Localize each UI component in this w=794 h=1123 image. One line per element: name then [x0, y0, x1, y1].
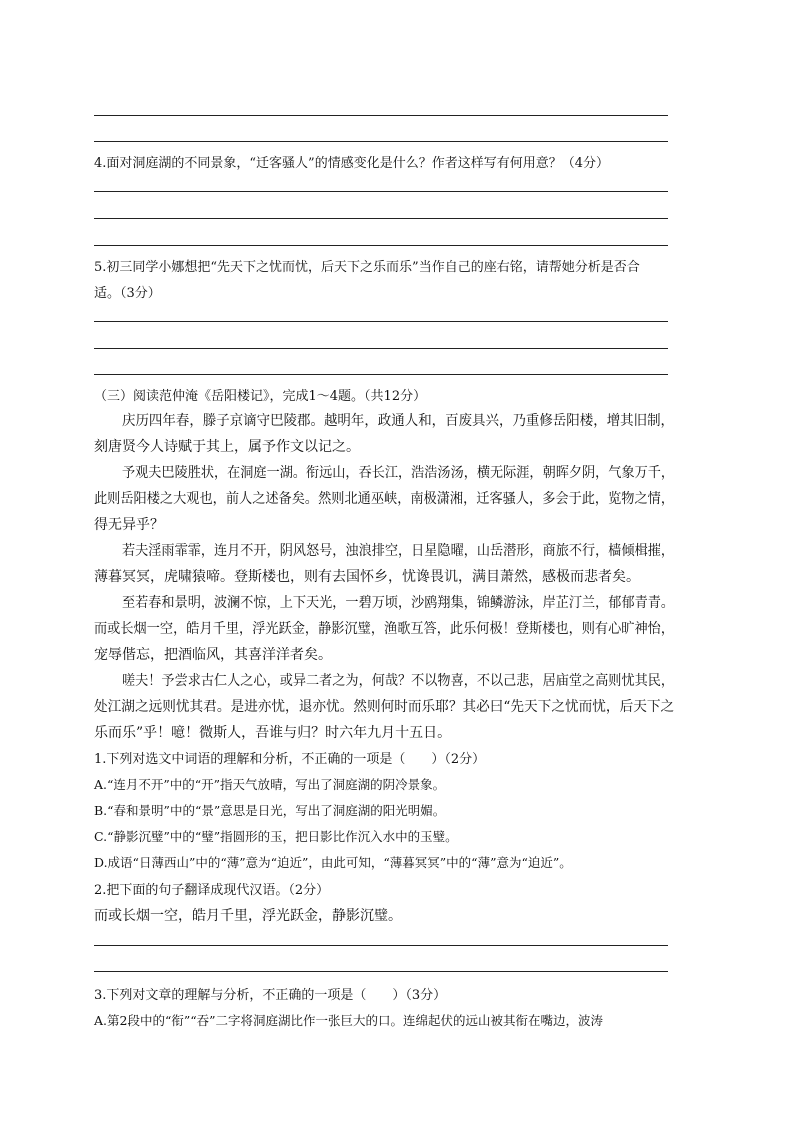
- question-1: 1.下列对选文中词语的理解和分析，不正确的一项是（ ）（2分）: [94, 752, 486, 767]
- answer-line[interactable]: [94, 348, 668, 349]
- option-a: A.“连月不开”中的“开”指天气放晴，写出了洞庭湖的阴冷景象。: [94, 777, 446, 792]
- answer-line[interactable]: [94, 141, 668, 142]
- passage-line: 嗟夫！予尝求古仁人之心，或异二者之为，何哉？不以物喜，不以己悲，居庙堂之高则忧其民，: [122, 673, 675, 689]
- answer-line[interactable]: [94, 321, 668, 322]
- passage-line: 此则岳阳楼之大观也，前人之述备矣。然则北通巫峡，南极潇湘，迁客骚人，多会于此，览物之情，: [94, 491, 675, 507]
- passage-line: 庆历四年春，滕子京谪守巴陵郡。越明年，政通人和，百废具兴，乃重修岳阳楼，增其旧制，: [122, 413, 675, 429]
- section-3-header: （三）阅读范仲淹《岳阳楼记》，完成1～4题。（共12分）: [94, 389, 427, 404]
- translate-sentence: 而或长烟一空，皓月千里，浮光跃金，静影沉璧。: [94, 908, 402, 924]
- passage-line: 处江湖之远则忧其君。是进亦忧，退亦忧。然则何时而乐耶？其必曰“先天下之忧而忧，后天下之: [94, 699, 675, 715]
- answer-line[interactable]: [94, 374, 668, 375]
- passage-line: 刻唐贤今人诗赋于其上，属予作文以记之。: [94, 439, 360, 455]
- passage-line: 得无异乎？: [94, 517, 164, 533]
- answer-line[interactable]: [94, 245, 668, 246]
- passage-line: 而或长烟一空，皓月千里，浮光跃金，静影沉璧，渔歌互答，此乐何极！登斯楼也，则有心旷神怡，: [94, 621, 675, 637]
- answer-line[interactable]: [94, 945, 668, 946]
- passage-line: 宠辱偕忘，把酒临风，其喜洋洋者矣。: [94, 647, 332, 663]
- question-2: 2.把下面的句子翻译成现代汉语。（2分）: [94, 883, 330, 898]
- answer-line[interactable]: [94, 191, 668, 192]
- option-d: D.成语“日薄西山”中的“薄”意为“迫近”，由此可知，“薄暮冥冥”中的“薄”意为“迫近”。: [94, 855, 572, 870]
- passage-line: 予观夫巴陵胜状，在洞庭一湖。衔远山，吞长江，浩浩汤汤，横无际涯，朝晖夕阴，气象万千，: [122, 465, 675, 481]
- question-5-line-1: 5.初三同学小娜想把“先天下之忧而忧，后天下之乐而乐”当作自己的座右铭，请帮她分析是否合: [94, 260, 640, 275]
- option-c: C.“静影沉璧”中的“璧”指圆形的玉，把日影比作沉入水中的玉璧。: [94, 829, 458, 844]
- passage-line: 薄暮冥冥，虎啸猿啼。登斯楼也，则有去国怀乡，忧谗畏讥，满目萧然，感极而悲者矣。: [94, 569, 640, 585]
- question-3: 3.下列对文章的理解与分析，不正确的一项是（ ）（3分）: [94, 988, 447, 1003]
- passage-line: 若夫淫雨霏霏，连月不开，阴风怒号，浊浪排空，日星隐曜，山岳潜形，商旅不行，樯倾楫摧，: [122, 543, 675, 559]
- answer-line[interactable]: [94, 971, 668, 972]
- passage-line: 至若春和景明，波澜不惊，上下天光，一碧万顷，沙鸥翔集，锦鳞游泳，岸芷汀兰，郁郁青青。: [122, 595, 675, 611]
- option-a: A.第2段中的“衔”“吞”二字将洞庭湖比作一张巨大的口。连绵起伏的远山被其衔在嘴边，波涛: [94, 1013, 604, 1028]
- passage-line: 乐而乐”乎！噫！微斯人，吾谁与归？时六年九月十五日。: [94, 725, 452, 741]
- answer-line[interactable]: [94, 115, 668, 116]
- option-b: B.“春和景明”中的“景”意思是日光，写出了洞庭湖的阳光明媚。: [94, 803, 446, 818]
- question-5-line-2: 适。（3分）: [94, 286, 161, 301]
- answer-line[interactable]: [94, 218, 668, 219]
- question-4: 4.面对洞庭湖的不同景象，“迁客骚人”的情感变化是什么？作者这样写有何用意？（4分）: [94, 156, 609, 171]
